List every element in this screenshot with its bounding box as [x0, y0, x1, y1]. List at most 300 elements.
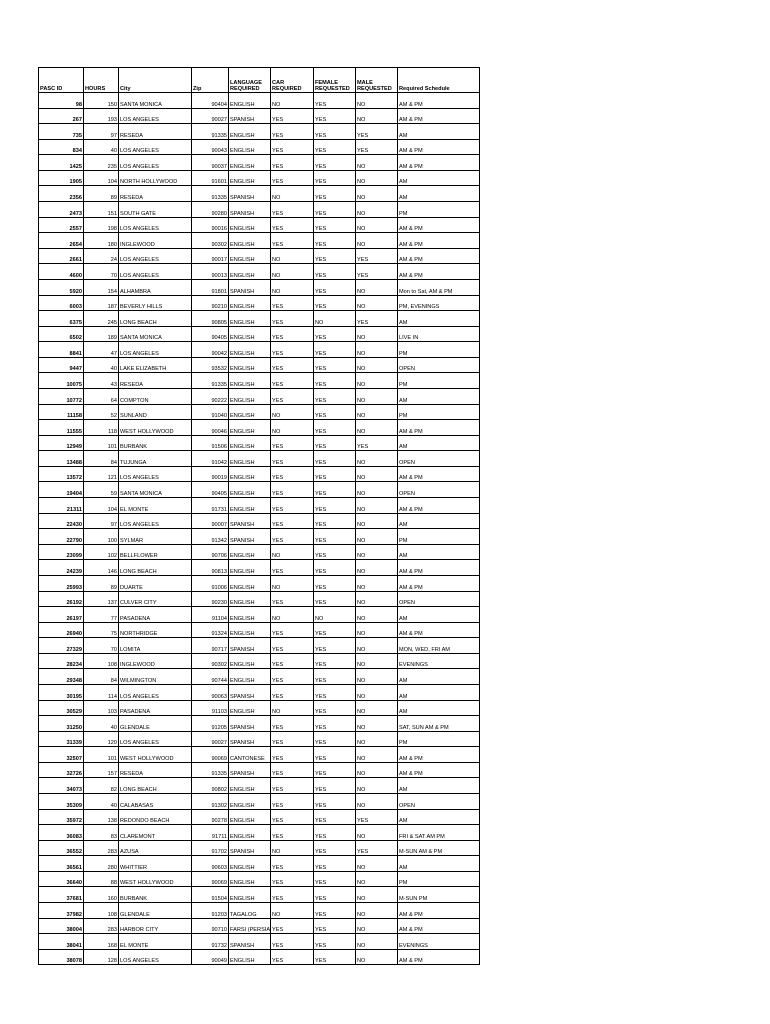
hours-cell: 89 — [84, 186, 119, 202]
zip-cell: 91335 — [192, 762, 229, 778]
table-row — [39, 420, 480, 436]
table-row — [39, 202, 480, 218]
car-required-cell: YES — [271, 357, 314, 373]
hours-cell: 154 — [84, 279, 119, 295]
pasc-id-cell: 22790 — [39, 529, 84, 545]
male-requested-cell: NO — [356, 918, 398, 934]
language-cell: ENGLISH — [229, 420, 271, 436]
language-cell: SPANISH — [229, 684, 271, 700]
pasc-id-cell: 13572 — [39, 466, 84, 482]
city-cell: LOMITA — [119, 638, 192, 654]
zip-cell: 90049 — [192, 949, 229, 965]
pasc-id-cell: 6502 — [39, 326, 84, 342]
schedule-cell: AM & PM — [398, 949, 480, 965]
female-requested-cell: YES — [314, 825, 356, 841]
schedule-cell: AM & PM — [398, 575, 480, 591]
language-cell: SPANISH — [229, 934, 271, 950]
table-row — [39, 809, 480, 825]
hours-cell: 283 — [84, 840, 119, 856]
city-cell: RESEDA — [119, 186, 192, 202]
male-requested-cell: NO — [356, 949, 398, 965]
car-required-cell: YES — [271, 871, 314, 887]
male-requested-cell: NO — [356, 669, 398, 685]
language-cell: ENGLISH — [229, 700, 271, 716]
language-cell: SPANISH — [229, 638, 271, 654]
schedule-cell: PM — [398, 529, 480, 545]
car-required-cell: NO — [271, 903, 314, 919]
table-row — [39, 342, 480, 358]
table-row — [39, 622, 480, 638]
language-cell: ENGLISH — [229, 451, 271, 467]
schedule-cell: EVENINGS — [398, 653, 480, 669]
schedule-cell: OPEN — [398, 451, 480, 467]
table-row — [39, 762, 480, 778]
table-row — [39, 248, 480, 264]
hours-cell: 151 — [84, 202, 119, 218]
male-requested-cell: NO — [356, 747, 398, 763]
city-cell: EL MONTE — [119, 934, 192, 950]
pasc-id-cell: 30195 — [39, 684, 84, 700]
female-requested-cell: YES — [314, 451, 356, 467]
zip-cell: 90405 — [192, 482, 229, 498]
car-required-cell: NO — [271, 607, 314, 623]
table-row — [39, 357, 480, 373]
zip-cell: 91801 — [192, 279, 229, 295]
female-requested-cell: YES — [314, 513, 356, 529]
table-row — [39, 934, 480, 950]
hours-cell: 168 — [84, 934, 119, 950]
zip-cell: 90710 — [192, 918, 229, 934]
pasc-id-cell: 12949 — [39, 435, 84, 451]
car-required-cell: YES — [271, 825, 314, 841]
male-requested-cell: NO — [356, 108, 398, 124]
female-requested-cell: YES — [314, 731, 356, 747]
city-cell: LONG BEACH — [119, 778, 192, 794]
male-requested-cell: NO — [356, 217, 398, 233]
hours-cell: 100 — [84, 529, 119, 545]
table-row — [39, 388, 480, 404]
hours-cell: 70 — [84, 638, 119, 654]
hours-cell: 280 — [84, 856, 119, 872]
pasc-id-cell: 38041 — [39, 934, 84, 950]
language-cell: ENGLISH — [229, 498, 271, 514]
city-cell: EL MONTE — [119, 498, 192, 514]
zip-cell: 90027 — [192, 731, 229, 747]
city-cell: LOS ANGELES — [119, 684, 192, 700]
zip-cell: 91006 — [192, 575, 229, 591]
zip-cell: 90302 — [192, 653, 229, 669]
female-requested-cell: YES — [314, 279, 356, 295]
female-requested-cell: YES — [314, 622, 356, 638]
city-cell: LOS ANGELES — [119, 513, 192, 529]
table-row — [39, 591, 480, 607]
language-cell: ENGLISH — [229, 124, 271, 140]
female-requested-cell: YES — [314, 388, 356, 404]
table-row — [39, 466, 480, 482]
car-required-cell: NO — [271, 575, 314, 591]
male-requested-cell: NO — [356, 684, 398, 700]
table-row — [39, 684, 480, 700]
city-cell: GLENDALE — [119, 903, 192, 919]
zip-cell: 90063 — [192, 684, 229, 700]
city-cell: LOS ANGELES — [119, 155, 192, 171]
language-cell: ENGLISH — [229, 949, 271, 965]
language-cell: SPANISH — [229, 840, 271, 856]
header-city: City — [119, 68, 192, 93]
car-required-cell: YES — [271, 155, 314, 171]
male-requested-cell: NO — [356, 607, 398, 623]
city-cell: LOS ANGELES — [119, 264, 192, 280]
header-row — [39, 68, 480, 93]
table-row — [39, 575, 480, 591]
schedule-cell: M-SUN PM — [398, 887, 480, 903]
female-requested-cell: YES — [314, 653, 356, 669]
language-cell: ENGLISH — [229, 622, 271, 638]
female-requested-cell: YES — [314, 529, 356, 545]
header-required-schedule: Required Schedule — [398, 68, 480, 93]
pasc-id-cell: 35972 — [39, 809, 84, 825]
car-required-cell: YES — [271, 295, 314, 311]
table-row — [39, 404, 480, 420]
language-cell: ENGLISH — [229, 357, 271, 373]
zip-cell: 90230 — [192, 591, 229, 607]
hours-cell: 235 — [84, 155, 119, 171]
male-requested-cell: NO — [356, 825, 398, 841]
female-requested-cell: YES — [314, 435, 356, 451]
schedule-cell: AM — [398, 435, 480, 451]
schedule-cell: AM & PM — [398, 217, 480, 233]
language-cell: ENGLISH — [229, 404, 271, 420]
male-requested-cell: YES — [356, 124, 398, 140]
male-requested-cell: NO — [356, 887, 398, 903]
zip-cell: 91732 — [192, 934, 229, 950]
female-requested-cell: YES — [314, 700, 356, 716]
hours-cell: 24 — [84, 248, 119, 264]
car-required-cell: NO — [271, 93, 314, 109]
car-required-cell: YES — [271, 560, 314, 576]
male-requested-cell: YES — [356, 435, 398, 451]
city-cell: GLENDALE — [119, 716, 192, 732]
car-required-cell: YES — [271, 466, 314, 482]
zip-cell: 91042 — [192, 451, 229, 467]
hours-cell: 40 — [84, 139, 119, 155]
city-cell: INGLEWOOD — [119, 653, 192, 669]
zip-cell: 91342 — [192, 529, 229, 545]
zip-cell: 90069 — [192, 871, 229, 887]
zip-cell: 90802 — [192, 778, 229, 794]
female-requested-cell: YES — [314, 326, 356, 342]
zip-cell: 90043 — [192, 139, 229, 155]
male-requested-cell: NO — [356, 202, 398, 218]
zip-cell: 91731 — [192, 498, 229, 514]
hours-cell: 157 — [84, 762, 119, 778]
spreadsheet — [38, 67, 479, 965]
female-requested-cell: YES — [314, 778, 356, 794]
male-requested-cell: NO — [356, 186, 398, 202]
language-cell: ENGLISH — [229, 264, 271, 280]
male-requested-cell: NO — [356, 420, 398, 436]
male-requested-cell: NO — [356, 529, 398, 545]
pasc-id-cell: 10075 — [39, 373, 84, 389]
zip-cell: 91335 — [192, 124, 229, 140]
zip-cell: 91506 — [192, 435, 229, 451]
male-requested-cell: NO — [356, 326, 398, 342]
male-requested-cell: YES — [356, 248, 398, 264]
hours-cell: 40 — [84, 794, 119, 810]
hours-cell: 52 — [84, 404, 119, 420]
schedule-cell: Mon to Sat, AM & PM — [398, 279, 480, 295]
zip-cell: 91302 — [192, 794, 229, 810]
female-requested-cell: YES — [314, 949, 356, 965]
table-row — [39, 498, 480, 514]
language-cell: SPANISH — [229, 513, 271, 529]
schedule-cell: PM, EVENINGS — [398, 295, 480, 311]
city-cell: LAKE ELIZABETH — [119, 357, 192, 373]
female-requested-cell: YES — [314, 794, 356, 810]
car-required-cell: YES — [271, 124, 314, 140]
male-requested-cell: YES — [356, 264, 398, 280]
header-language-required: LANGUAGE REQUIRED — [229, 68, 271, 93]
pasc-id-cell: 38004 — [39, 918, 84, 934]
female-requested-cell: YES — [314, 248, 356, 264]
schedule-cell: AM & PM — [398, 93, 480, 109]
schedule-cell: OPEN — [398, 357, 480, 373]
table-row — [39, 139, 480, 155]
schedule-cell: PM — [398, 404, 480, 420]
schedule-cell: SAT, SUN AM & PM — [398, 716, 480, 732]
schedule-cell: OPEN — [398, 482, 480, 498]
language-cell: ENGLISH — [229, 607, 271, 623]
pasc-id-cell: 5920 — [39, 279, 84, 295]
hours-cell: 84 — [84, 669, 119, 685]
female-requested-cell: YES — [314, 762, 356, 778]
male-requested-cell: NO — [356, 778, 398, 794]
pasc-id-cell: 1425 — [39, 155, 84, 171]
language-cell: SPANISH — [229, 202, 271, 218]
language-cell: ENGLISH — [229, 856, 271, 872]
city-cell: WHITTIER — [119, 856, 192, 872]
hours-cell: 245 — [84, 311, 119, 327]
pasc-id-cell: 28234 — [39, 653, 84, 669]
hours-cell: 118 — [84, 420, 119, 436]
female-requested-cell: YES — [314, 747, 356, 763]
table-row — [39, 264, 480, 280]
schedule-cell: AM — [398, 607, 480, 623]
language-cell: SPANISH — [229, 529, 271, 545]
language-cell: ENGLISH — [229, 575, 271, 591]
city-cell: BURBANK — [119, 887, 192, 903]
city-cell: LONG BEACH — [119, 560, 192, 576]
car-required-cell: NO — [271, 404, 314, 420]
pasc-id-cell: 31339 — [39, 731, 84, 747]
city-cell: LOS ANGELES — [119, 139, 192, 155]
schedule-cell: EVENINGS — [398, 934, 480, 950]
male-requested-cell: NO — [356, 575, 398, 591]
male-requested-cell: NO — [356, 903, 398, 919]
table-row — [39, 435, 480, 451]
pasc-id-cell: 4600 — [39, 264, 84, 280]
zip-cell: 91040 — [192, 404, 229, 420]
city-cell: HARBOR CITY — [119, 918, 192, 934]
hours-cell: 84 — [84, 451, 119, 467]
table-row — [39, 295, 480, 311]
female-requested-cell: YES — [314, 903, 356, 919]
pasc-id-cell: 13488 — [39, 451, 84, 467]
table-row — [39, 233, 480, 249]
car-required-cell: YES — [271, 622, 314, 638]
zip-cell: 90069 — [192, 747, 229, 763]
zip-cell: 91335 — [192, 373, 229, 389]
male-requested-cell: NO — [356, 466, 398, 482]
pasc-id-cell: 32507 — [39, 747, 84, 763]
pasc-id-cell: 22430 — [39, 513, 84, 529]
hours-cell: 187 — [84, 295, 119, 311]
car-required-cell: NO — [271, 186, 314, 202]
schedule-cell: PM — [398, 373, 480, 389]
zip-cell: 90013 — [192, 264, 229, 280]
schedule-cell: OPEN — [398, 591, 480, 607]
male-requested-cell: NO — [356, 762, 398, 778]
male-requested-cell: NO — [356, 794, 398, 810]
hours-cell: 103 — [84, 700, 119, 716]
city-cell: SOUTH GATE — [119, 202, 192, 218]
male-requested-cell: NO — [356, 342, 398, 358]
zip-cell: 90280 — [192, 202, 229, 218]
pasc-id-cell: 35309 — [39, 794, 84, 810]
zip-cell: 91103 — [192, 700, 229, 716]
schedule-cell: LIVE IN — [398, 326, 480, 342]
pasc-id-cell: 735 — [39, 124, 84, 140]
zip-cell: 90805 — [192, 311, 229, 327]
zip-cell: 90017 — [192, 248, 229, 264]
table-row — [39, 669, 480, 685]
city-cell: PASADENA — [119, 607, 192, 623]
female-requested-cell: YES — [314, 217, 356, 233]
male-requested-cell: YES — [356, 311, 398, 327]
car-required-cell: YES — [271, 653, 314, 669]
male-requested-cell: NO — [356, 544, 398, 560]
table-row — [39, 124, 480, 140]
table-row — [39, 856, 480, 872]
male-requested-cell: YES — [356, 840, 398, 856]
pasc-id-cell: 29348 — [39, 669, 84, 685]
car-required-cell: YES — [271, 326, 314, 342]
car-required-cell: NO — [271, 840, 314, 856]
language-cell: ENGLISH — [229, 794, 271, 810]
language-cell: ENGLISH — [229, 887, 271, 903]
table-row — [39, 607, 480, 623]
hours-cell: 108 — [84, 903, 119, 919]
car-required-cell: YES — [271, 887, 314, 903]
table-row — [39, 155, 480, 171]
female-requested-cell: YES — [314, 809, 356, 825]
female-requested-cell: YES — [314, 139, 356, 155]
car-required-cell: YES — [271, 170, 314, 186]
schedule-cell: AM — [398, 544, 480, 560]
language-cell: CANTONESE — [229, 747, 271, 763]
hours-cell: 114 — [84, 684, 119, 700]
zip-cell: 90027 — [192, 108, 229, 124]
pasc-id-cell: 2654 — [39, 233, 84, 249]
hours-cell: 104 — [84, 170, 119, 186]
male-requested-cell: NO — [356, 513, 398, 529]
car-required-cell: YES — [271, 373, 314, 389]
schedule-cell: PM — [398, 202, 480, 218]
hours-cell: 83 — [84, 825, 119, 841]
pasc-id-cell: 267 — [39, 108, 84, 124]
zip-cell: 90405 — [192, 326, 229, 342]
language-cell: FARSI (PERSIA — [229, 918, 271, 934]
language-cell: ENGLISH — [229, 155, 271, 171]
pasc-id-cell: 11555 — [39, 420, 84, 436]
schedule-cell: AM & PM — [398, 918, 480, 934]
hours-cell: 121 — [84, 466, 119, 482]
language-cell: ENGLISH — [229, 809, 271, 825]
table-row — [39, 731, 480, 747]
zip-cell: 90744 — [192, 669, 229, 685]
male-requested-cell: NO — [356, 295, 398, 311]
car-required-cell: YES — [271, 342, 314, 358]
zip-cell: 91203 — [192, 903, 229, 919]
hours-cell: 189 — [84, 326, 119, 342]
table-row — [39, 638, 480, 654]
pasc-id-cell: 26940 — [39, 622, 84, 638]
city-cell: REDONDO BEACH — [119, 809, 192, 825]
language-cell: ENGLISH — [229, 388, 271, 404]
city-cell: SANTA MONICA — [119, 326, 192, 342]
female-requested-cell: YES — [314, 934, 356, 950]
hours-cell: 128 — [84, 949, 119, 965]
header-hours: HOURS — [84, 68, 119, 93]
schedule-cell: AM & PM — [398, 248, 480, 264]
schedule-cell: AM & PM — [398, 747, 480, 763]
city-cell: LOS ANGELES — [119, 949, 192, 965]
city-cell: AZUSA — [119, 840, 192, 856]
female-requested-cell: YES — [314, 856, 356, 872]
schedule-cell: AM & PM — [398, 466, 480, 482]
hours-cell: 97 — [84, 513, 119, 529]
language-cell: SPANISH — [229, 186, 271, 202]
schedule-cell: AM & PM — [398, 762, 480, 778]
female-requested-cell: YES — [314, 591, 356, 607]
car-required-cell: YES — [271, 716, 314, 732]
female-requested-cell: YES — [314, 404, 356, 420]
language-cell: ENGLISH — [229, 778, 271, 794]
pasc-id-cell: 21311 — [39, 498, 84, 514]
schedule-cell: AM — [398, 778, 480, 794]
car-required-cell: NO — [271, 248, 314, 264]
city-cell: LOS ANGELES — [119, 248, 192, 264]
female-requested-cell: YES — [314, 233, 356, 249]
car-required-cell: YES — [271, 731, 314, 747]
schedule-cell: AM & PM — [398, 560, 480, 576]
language-cell: ENGLISH — [229, 871, 271, 887]
table-row — [39, 186, 480, 202]
female-requested-cell: YES — [314, 295, 356, 311]
car-required-cell: YES — [271, 762, 314, 778]
city-cell: WEST HOLLYWOOD — [119, 871, 192, 887]
car-required-cell: YES — [271, 778, 314, 794]
zip-cell: 91104 — [192, 607, 229, 623]
table-row — [39, 653, 480, 669]
table-row — [39, 279, 480, 295]
schedule-cell: AM & PM — [398, 903, 480, 919]
male-requested-cell: NO — [356, 498, 398, 514]
city-cell: LOS ANGELES — [119, 731, 192, 747]
zip-cell: 90813 — [192, 560, 229, 576]
car-required-cell: NO — [271, 264, 314, 280]
city-cell: TUJUNGA — [119, 451, 192, 467]
